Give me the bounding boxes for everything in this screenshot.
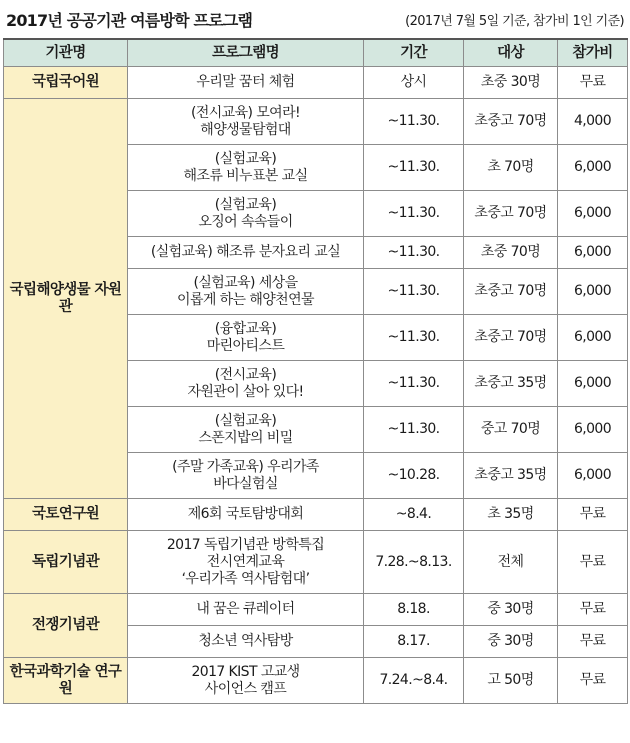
period-cell: 8.17. <box>364 626 464 658</box>
period-cell: ~11.30. <box>364 237 464 269</box>
header-fee: 참가비 <box>558 39 628 67</box>
target-cell: 초중고 70명 <box>464 315 558 361</box>
program-line: 2017 KIST 고교생 <box>191 663 300 680</box>
table-header-row <box>4 39 628 67</box>
fee-cell: 6,000 <box>558 145 628 191</box>
target-cell: 초 35명 <box>464 499 558 531</box>
program-line: (주말 가족교육) 우리가족 <box>172 458 319 475</box>
table-row <box>4 594 628 626</box>
org-cell: 전쟁기념관 <box>4 594 128 658</box>
target-cell: 중고 70명 <box>464 407 558 453</box>
program-line: (전시교육) <box>214 366 277 383</box>
period-cell: 7.24.~8.4. <box>364 658 464 704</box>
program-table <box>3 38 628 704</box>
target-cell: 초중고 70명 <box>464 99 558 145</box>
period-cell: ~11.30. <box>364 269 464 315</box>
fee-cell: 무료 <box>558 499 628 531</box>
period-cell: ~11.30. <box>364 191 464 237</box>
period-cell: ~11.30. <box>364 315 464 361</box>
program-line: 스폰지밥의 비밀 <box>198 429 293 446</box>
fee-cell: 6,000 <box>558 361 628 407</box>
period-cell: 7.28.~8.13. <box>364 531 464 594</box>
program-cell <box>128 315 364 361</box>
fee-cell: 6,000 <box>558 453 628 499</box>
program-cell <box>128 499 364 531</box>
program-cell <box>128 237 364 269</box>
target-cell: 초중고 70명 <box>464 191 558 237</box>
fee-cell: 6,000 <box>558 237 628 269</box>
period-cell: ~11.30. <box>364 361 464 407</box>
program-cell <box>128 99 364 145</box>
program-cell <box>128 269 364 315</box>
fee-cell: 무료 <box>558 67 628 99</box>
fee-cell: 6,000 <box>558 191 628 237</box>
target-cell: 고 50명 <box>464 658 558 704</box>
target-cell: 초중 70명 <box>464 237 558 269</box>
fee-cell: 6,000 <box>558 269 628 315</box>
program-line: 우리말 꿈터 체험 <box>196 74 295 90</box>
program-cell <box>128 145 364 191</box>
program-line: (실험교육) <box>214 150 277 167</box>
fee-cell: 6,000 <box>558 407 628 453</box>
org-cell: 국립해양생물 자원관 <box>4 99 128 499</box>
program-line: (실험교육) <box>214 196 277 213</box>
org-cell: 독립기념관 <box>4 531 128 594</box>
program-line: (융합교육) <box>214 320 277 337</box>
table-row <box>4 67 628 99</box>
program-cell <box>128 453 364 499</box>
program-line: 해조류 비누표본 교실 <box>183 167 308 184</box>
target-cell: 중 30명 <box>464 626 558 658</box>
program-line: (전시교육) 모여라! <box>190 104 301 121</box>
period-cell: ~10.28. <box>364 453 464 499</box>
program-line: 2017 독립기념관 방학특집 <box>166 536 325 553</box>
program-line: 사이언스 캠프 <box>204 680 287 697</box>
fee-cell: 무료 <box>558 531 628 594</box>
period-cell: 8.18. <box>364 594 464 626</box>
program-cell <box>128 594 364 626</box>
org-cell: 국립국어원 <box>4 67 128 99</box>
table-body <box>4 67 628 704</box>
table-row <box>4 99 628 145</box>
program-cell <box>128 531 364 594</box>
header-period: 기간 <box>364 39 464 67</box>
basis-note: (2017년 7월 5일 기준, 참가비 1인 기준) <box>405 14 624 29</box>
program-line: 전시연계교육 <box>206 553 285 570</box>
program-cell <box>128 626 364 658</box>
period-cell: 상시 <box>364 67 464 99</box>
program-line: 자원관이 살아 있다! <box>187 383 304 400</box>
program-line: (실험교육) 해조류 분자요리 교실 <box>150 244 341 260</box>
program-line: ‘우리가족 역사탐험대’ <box>181 570 310 587</box>
header <box>0 0 630 38</box>
period-cell: ~8.4. <box>364 499 464 531</box>
header-org: 기관명 <box>4 39 128 67</box>
program-cell <box>128 407 364 453</box>
program-line: 바다실험실 <box>213 475 278 492</box>
program-cell <box>128 191 364 237</box>
period-cell: ~11.30. <box>364 407 464 453</box>
table-row <box>4 658 628 704</box>
program-cell <box>128 67 364 99</box>
program-line: 이롭게 하는 해양천연물 <box>177 291 314 308</box>
program-line: 청소년 역사탐방 <box>198 633 293 649</box>
target-cell: 초 70명 <box>464 145 558 191</box>
fee-cell: 무료 <box>558 594 628 626</box>
header-target: 대상 <box>464 39 558 67</box>
program-line: (실험교육) <box>214 412 277 429</box>
table-row <box>4 499 628 531</box>
program-line: 오징어 속속들이 <box>198 213 293 230</box>
program-cell <box>128 658 364 704</box>
fee-cell: 6,000 <box>558 315 628 361</box>
program-line: 마린아티스트 <box>206 337 285 354</box>
period-cell: ~11.30. <box>364 99 464 145</box>
org-cell: 국토연구원 <box>4 499 128 531</box>
target-cell: 중 30명 <box>464 594 558 626</box>
program-line: (실험교육) 세상을 <box>193 274 298 291</box>
target-cell: 전체 <box>464 531 558 594</box>
org-cell: 한국과학기술 연구원 <box>4 658 128 704</box>
fee-cell: 무료 <box>558 626 628 658</box>
program-line: 내 꿈은 큐레이터 <box>196 601 295 617</box>
target-cell: 초중고 35명 <box>464 453 558 499</box>
period-cell: ~11.30. <box>364 145 464 191</box>
program-line: 해양생물탐험대 <box>200 121 291 138</box>
header-program: 프로그램명 <box>128 39 364 67</box>
program-line: 제6회 국토탐방대회 <box>187 506 304 522</box>
program-cell <box>128 361 364 407</box>
target-cell: 초중 30명 <box>464 67 558 99</box>
target-cell: 초중고 70명 <box>464 269 558 315</box>
fee-cell: 4,000 <box>558 99 628 145</box>
page-title: 2017년 공공기관 여름방학 프로그램 <box>6 11 253 30</box>
table-row <box>4 531 628 594</box>
target-cell: 초중고 35명 <box>464 361 558 407</box>
fee-cell: 무료 <box>558 658 628 704</box>
